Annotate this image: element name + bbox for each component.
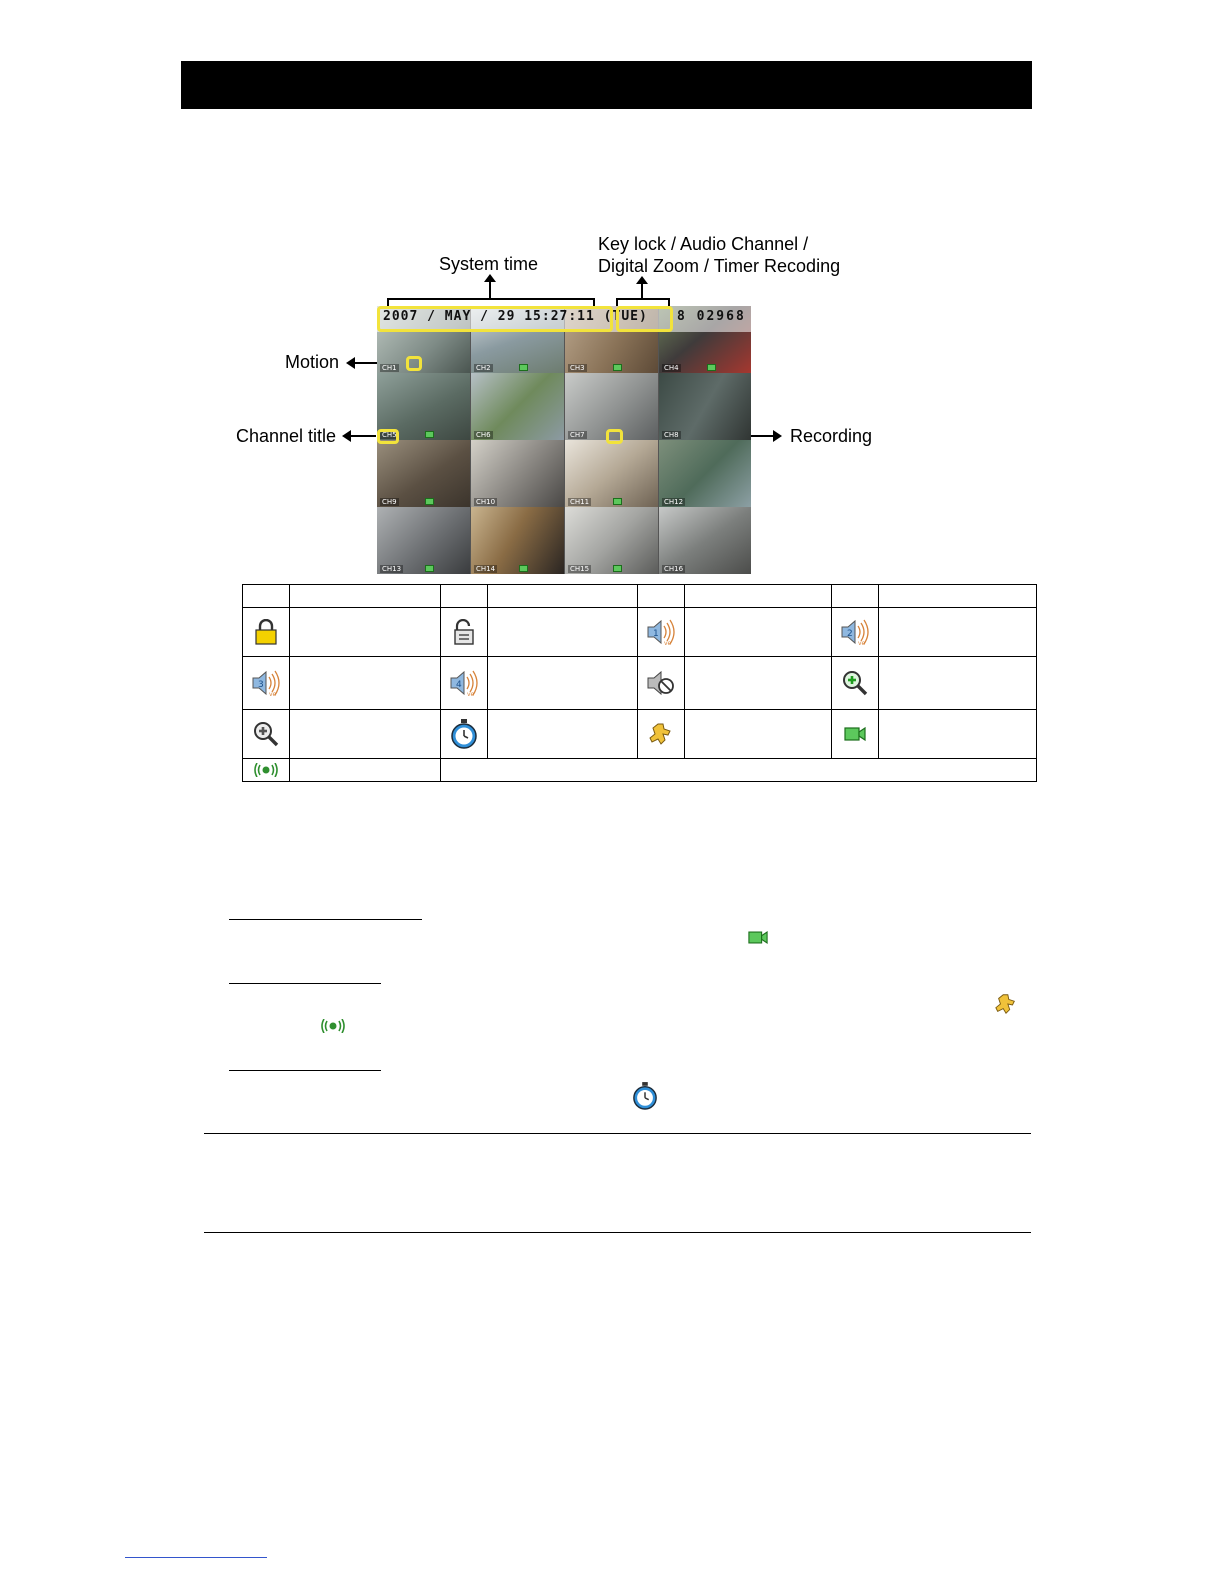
svg-text:3: 3 xyxy=(258,680,264,690)
arrow-left-icon xyxy=(346,357,355,369)
table-row xyxy=(243,710,1037,759)
system-time-arrow xyxy=(489,279,491,299)
label-key-lock-line2: Digital Zoom / Timer Recoding xyxy=(598,256,841,276)
camera-tile xyxy=(471,373,564,440)
record-icon xyxy=(748,929,768,946)
key-unlock-icon xyxy=(452,619,476,645)
arrow-up-icon xyxy=(636,276,648,284)
svg-text:ve: ve xyxy=(858,640,866,646)
channel-title: CH3 xyxy=(570,364,585,372)
osd-system-time: 2007 / MAY / 29 15:27:11 (TUE) xyxy=(383,309,648,324)
svg-text:ve: ve xyxy=(467,691,475,697)
motion-icon xyxy=(648,721,674,747)
subheading-rule-1 xyxy=(229,919,422,920)
motion-highlight xyxy=(406,356,422,371)
alarm-icon xyxy=(321,1019,345,1033)
arrow-left-icon xyxy=(342,430,351,442)
audio-live-3-icon xyxy=(251,669,281,697)
zoom-in-icon xyxy=(841,669,869,697)
camera-tile xyxy=(659,440,751,507)
record-icon xyxy=(425,565,434,572)
timer-icon xyxy=(450,718,478,750)
channel-title: CH13 xyxy=(382,565,402,573)
channel-title: CH1 xyxy=(382,364,397,372)
channel-title: CH8 xyxy=(664,431,679,439)
system-time-highlight xyxy=(377,306,613,332)
record-icon xyxy=(844,725,866,743)
key-lock-icon xyxy=(254,619,278,645)
timer-icon xyxy=(632,1081,658,1111)
record-icon xyxy=(519,565,528,572)
camera-tile xyxy=(471,507,564,574)
svg-text:1: 1 xyxy=(653,629,659,639)
record-icon xyxy=(425,431,434,438)
table-row xyxy=(243,759,1037,782)
svg-text:4: 4 xyxy=(456,680,462,690)
label-motion: Motion xyxy=(285,352,340,372)
channel-title: CH5 xyxy=(382,431,397,439)
alarm-icon xyxy=(254,763,278,777)
camera-tile xyxy=(659,507,751,574)
camera-tile xyxy=(659,373,751,440)
camera-tile xyxy=(565,507,658,574)
subheading-rule-3 xyxy=(229,1070,381,1071)
channel-title: CH7 xyxy=(570,431,585,439)
key-lock-bracket xyxy=(616,298,670,300)
camera-tile xyxy=(377,440,470,507)
subheading-rule-2 xyxy=(229,983,381,984)
channel-title: CH12 xyxy=(664,498,684,506)
record-icon xyxy=(613,364,622,371)
channel-title: CH6 xyxy=(476,431,491,439)
footer-link-underline[interactable] xyxy=(125,1557,267,1558)
svg-text:ve: ve xyxy=(664,640,672,646)
label-system-time: System time xyxy=(439,254,539,274)
camera-tile xyxy=(377,507,470,574)
live-view-figure xyxy=(236,231,876,581)
recording-highlight xyxy=(606,429,623,444)
arrow-right-icon xyxy=(773,430,782,442)
record-icon xyxy=(613,498,622,505)
label-recording: Recording xyxy=(790,426,873,446)
label-channel-title: Channel title xyxy=(236,426,337,446)
zoom-off-icon xyxy=(252,720,280,748)
audio-live-2-icon xyxy=(840,618,870,646)
channel-title: CH15 xyxy=(570,565,590,573)
label-key-lock-line1: Key lock / Audio Channel / xyxy=(598,234,809,254)
table-row xyxy=(243,608,1037,657)
table-row xyxy=(243,585,1037,608)
channel-title: CH9 xyxy=(382,498,397,506)
audio-live-1-icon xyxy=(646,618,676,646)
channel-title: CH16 xyxy=(664,565,684,573)
channel-title: CH2 xyxy=(476,364,491,372)
svg-text:ve: ve xyxy=(269,691,277,697)
record-icon xyxy=(707,364,716,371)
camera-tile xyxy=(471,440,564,507)
note-top-rule xyxy=(204,1133,1031,1134)
table-row xyxy=(243,657,1037,710)
audio-live-4-icon xyxy=(449,669,479,697)
channel-title: CH10 xyxy=(476,498,496,506)
channel-title: CH14 xyxy=(476,565,496,573)
section-header-bar xyxy=(181,61,1032,109)
osd-counter: 8 02968 xyxy=(677,309,746,324)
note-bottom-rule xyxy=(204,1232,1031,1233)
record-icon xyxy=(613,565,622,572)
motion-icon xyxy=(994,992,1018,1016)
arrow-up-icon xyxy=(484,274,496,282)
channel-title: CH4 xyxy=(664,364,679,372)
camera-tile xyxy=(565,440,658,507)
system-time-bracket xyxy=(387,298,595,300)
channel-title-highlight xyxy=(377,429,399,444)
svg-text:2: 2 xyxy=(847,629,853,639)
channel-title-arrow xyxy=(348,435,376,437)
status-icons-highlight xyxy=(616,306,673,332)
record-icon xyxy=(519,364,528,371)
record-icon xyxy=(425,498,434,505)
dvr-live-screen xyxy=(377,306,751,574)
icon-legend-table xyxy=(242,584,1037,782)
audio-mute-icon xyxy=(646,669,676,697)
channel-title: CH11 xyxy=(570,498,590,506)
